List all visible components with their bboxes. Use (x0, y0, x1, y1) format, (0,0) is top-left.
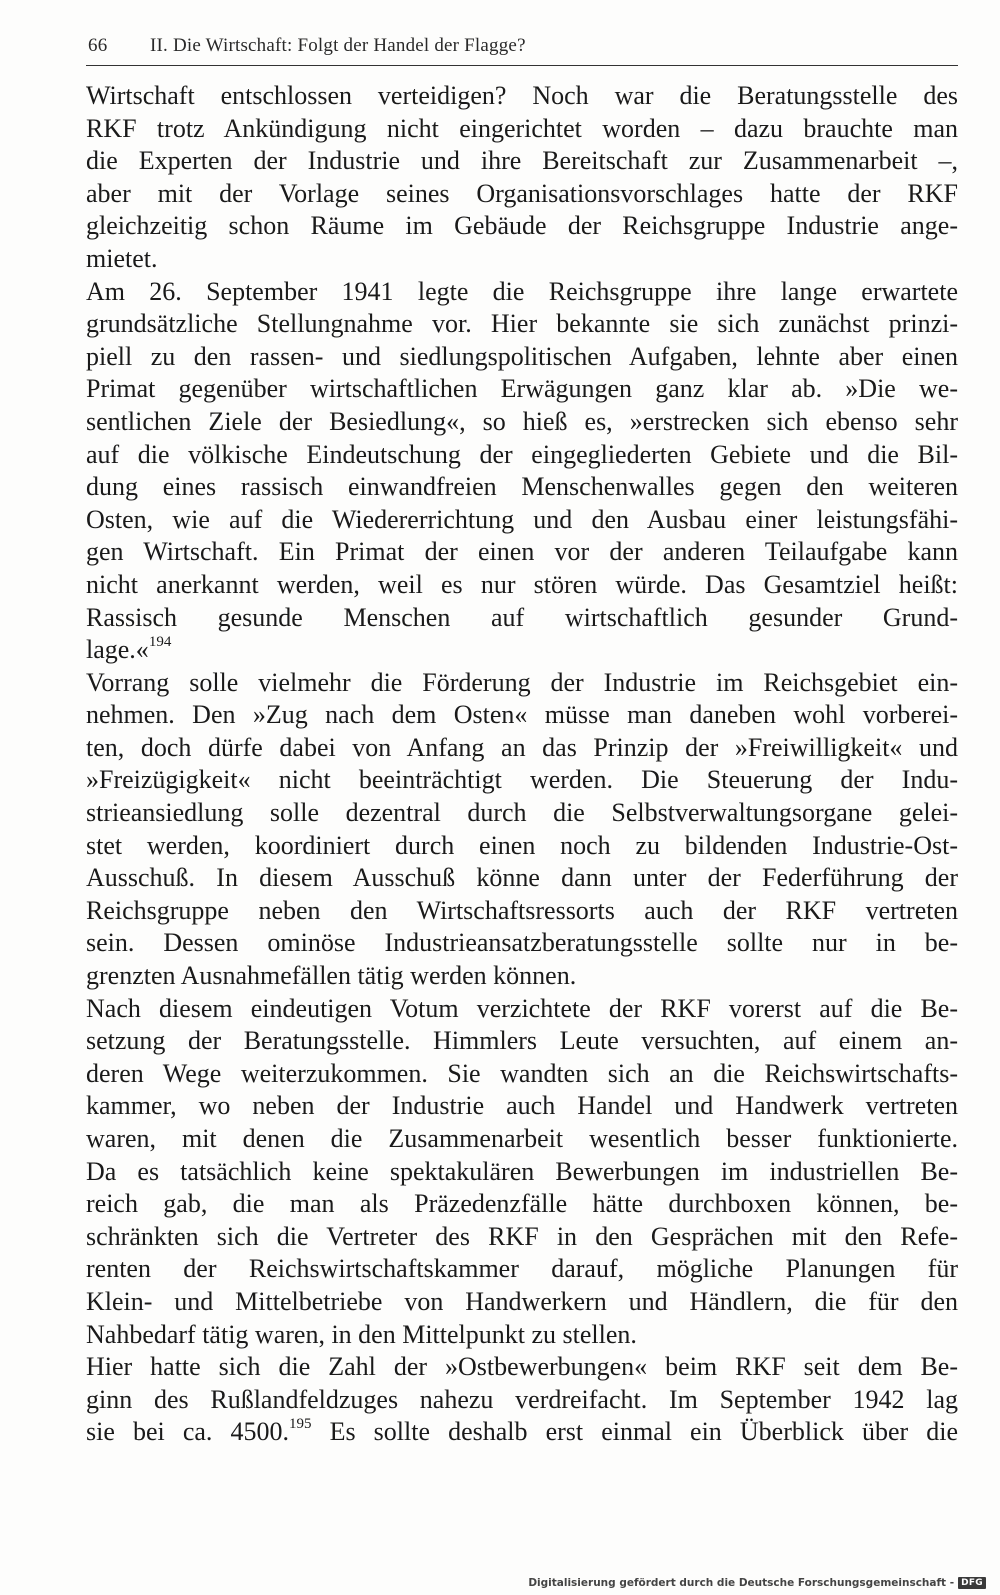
running-head (88, 30, 958, 62)
text-line (86, 634, 958, 667)
text-line-content: schränkten sich die Vertreter des RKF in den Gesprächen mit den Refe- (86, 1221, 958, 1251)
text-line (86, 732, 958, 765)
text-line (86, 1025, 958, 1058)
text-line-content: Hier hatte sich die Zahl der »Ostbewerbungen« beim RKF seit dem Be- (86, 1352, 958, 1382)
text-line-content: waren, mit denen die Zusammenarbeit wesentlich besser funktionierte. (86, 1124, 958, 1153)
text-line (86, 80, 958, 113)
text-line-content: sein. Dessen ominöse Industrieansatzberatungsstelle sollte nur in be- (86, 928, 958, 958)
text-line (86, 1090, 958, 1123)
text-line (86, 210, 958, 243)
text-line (86, 276, 958, 309)
text-line (86, 569, 958, 602)
text-line (86, 406, 958, 439)
text-line (86, 308, 958, 341)
text-line (86, 862, 958, 895)
text-line (86, 1351, 958, 1384)
text-line-content: piell zu den rassen- und siedlungspolitischen Aufgaben, lehnte aber einen (86, 341, 958, 371)
text-line-content: Am 26. September 1941 legte die Reichsgruppe ihre lange erwartete (86, 276, 958, 306)
text-line-content: sentlichen Ziele der Besiedlung«, so hieß es, »erstrecken sich ebenso sehr (86, 406, 958, 436)
text-line-content: gen Wirtschaft. Ein Primat der einen vor der anderen Teilaufgabe kann (86, 537, 958, 567)
text-line (86, 895, 958, 928)
text-line-content: gleichzeitig schon Räume im Gebäude der Reichsgruppe Industrie ange- (86, 211, 958, 241)
text-line (86, 243, 958, 276)
text-line (86, 1253, 958, 1286)
text-line-content: kammer, wo neben der Industrie auch Handel und Handwerk vertreten (86, 1091, 958, 1121)
dfg-logo: DFG (958, 1577, 986, 1589)
text-line-content: grenzten Ausnahmefällen tätig werden können. (86, 961, 577, 991)
text-line (86, 1123, 958, 1156)
text-line-content: Nahbedarf tätig waren, in den Mittelpunkt zu stellen. (86, 1319, 637, 1349)
text-line (86, 145, 958, 178)
text-line-content: deren Wege weiterzukommen. Sie wandten sich an die Reichswirtschafts- (86, 1058, 958, 1088)
text-line (86, 927, 958, 960)
text-line (86, 471, 958, 504)
text-line-content: aber mit der Vorlage seines Organisationsvorschlages hatte der RKF (86, 178, 958, 208)
text-line-content: ginn des Rußlandfeldzuges nahezu verdreifacht. Im September 1942 lag (86, 1384, 958, 1414)
digitization-footer (528, 1577, 986, 1589)
text-line (86, 699, 958, 732)
text-line-content: Reichsgruppe neben den Wirtschaftsressorts auch der RKF vertreten (86, 895, 958, 925)
text-line-continuation: Es sollte deshalb erst einmal ein Überblick über die (311, 1417, 958, 1447)
text-line (86, 1058, 958, 1091)
text-line-content: strieansiedlung solle dezentral durch die Selbstverwaltungsorgane gelei- (86, 798, 958, 828)
text-line (86, 602, 958, 635)
text-line (86, 439, 958, 472)
text-line-content: reich gab, die man als Präzedenzfälle hätte durchboxen können, be- (86, 1189, 958, 1219)
footnote-marker: 194 (148, 634, 172, 651)
text-line (86, 341, 958, 374)
text-line-content: lage.« (86, 635, 149, 665)
text-line (86, 1221, 958, 1254)
text-line-content: stet werden, koordiniert durch einen noch zu bildenden Industrie-Ost- (86, 830, 958, 860)
text-line (86, 536, 958, 569)
text-line-content: Osten, wie auf die Wiedererrichtung und den Ausbau einer leistungsfähi- (86, 504, 958, 534)
text-line (86, 113, 958, 146)
text-line-content: ten, doch dürfe dabei von Anfang an das Prinzip der »Freiwilligkeit« und (86, 732, 958, 762)
text-line-content: setzung der Beratungsstelle. Himmlers Leute versuchten, auf einem an- (86, 1026, 958, 1056)
header-rule (86, 65, 958, 66)
text-line (86, 667, 958, 700)
text-line (86, 1286, 958, 1319)
text-line-content: nicht anerkannt werden, weil es nur stören würde. Das Gesamtziel heißt: (86, 569, 958, 599)
text-line-content: Vorrang solle vielmehr die Förderung der Industrie im Reichsgebiet ein- (86, 667, 958, 697)
text-line-content: Da es tatsächlich keine spektakulären Bewerbungen im industriellen Be- (86, 1156, 958, 1186)
footer-text: Digitalisierung gefördert durch die Deutsche Forschungsgemeinschaft - (528, 1577, 955, 1589)
text-line-content: auf die völkische Eindeutschung der eingegliederten Gebiete und die Bil- (86, 439, 958, 469)
text-line-content: sie bei ca. 4500. (86, 1417, 289, 1447)
text-line-content: Rassisch gesunde Menschen auf wirtschaftlich gesunder Grund- (86, 602, 958, 632)
text-line-content: mietet. (86, 243, 158, 273)
text-line (86, 1156, 958, 1189)
text-line (86, 830, 958, 863)
text-line (86, 960, 958, 993)
text-line-content: Ausschuß. In diesem Ausschuß könne dann unter der Federführung der (86, 863, 958, 893)
text-line-content: die Experten der Industrie und ihre Bereitschaft zur Zusammenarbeit –, (86, 146, 958, 176)
text-line-content: nehmen. Den »Zug nach dem Osten« müsse man daneben wohl vorberei- (86, 700, 958, 730)
text-line (86, 1188, 958, 1221)
text-line-content: dung eines rassisch einwandfreien Menschenwalles gegen den weiteren (86, 472, 958, 502)
text-line-content: renten der Reichswirtschaftskammer darauf, mögliche Planungen für (86, 1254, 958, 1284)
text-line (86, 1416, 958, 1449)
text-line-content: Wirtschaft entschlossen verteidigen? Noch war die Beratungsstelle des (86, 81, 958, 110)
text-line-content: Klein- und Mittelbetriebe von Handwerkern und Händlern, die für den (86, 1286, 958, 1316)
text-line (86, 764, 958, 797)
page-number: 66 (88, 35, 108, 56)
text-line (86, 1319, 958, 1352)
body-text (86, 80, 958, 1449)
text-line-content: Primat gegenüber wirtschaftlichen Erwägungen ganz klar ab. »Die we- (86, 374, 958, 404)
text-line (86, 1384, 958, 1417)
text-line (86, 993, 958, 1026)
text-line (86, 373, 958, 406)
text-line (86, 797, 958, 830)
text-line-content: RKF trotz Ankündigung nicht eingerichtet worden – dazu brauchte man (86, 113, 958, 143)
text-line-content: Nach diesem eindeutigen Votum verzichtete der RKF vorerst auf die Be- (86, 993, 958, 1023)
text-line-content: grundsätzliche Stellungnahme vor. Hier bekannte sie sich zunächst prinzi- (86, 309, 958, 339)
text-line (86, 504, 958, 537)
text-line-content: »Freizügigkeit« nicht beeinträchtigt werden. Die Steuerung der Indu- (86, 765, 958, 795)
running-title: II. Die Wirtschaft: Folgt der Handel der Flagge? (150, 35, 526, 56)
text-line (86, 178, 958, 211)
footnote-marker: 195 (288, 1416, 312, 1433)
